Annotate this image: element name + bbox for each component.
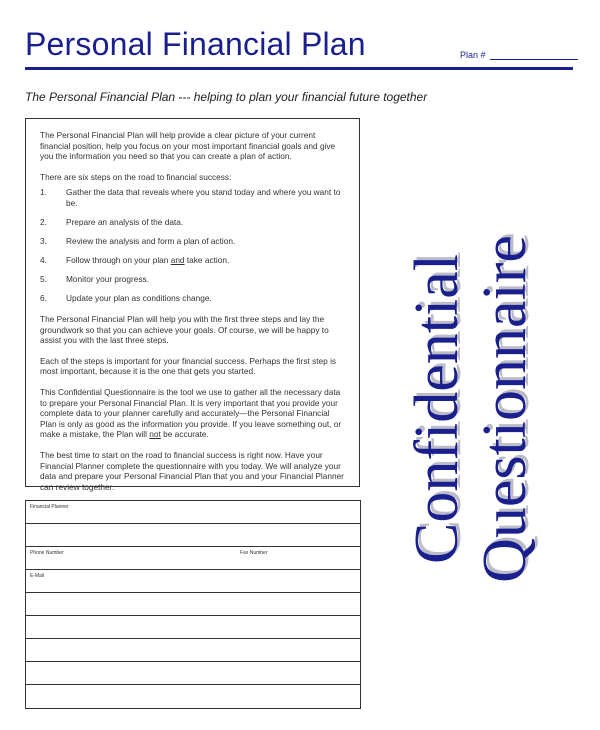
intro-paragraph-2: The Personal Financial Plan will help you with the first three steps and lay the groundwork so that you can achieve your goals. Of course, we will be happy to assist you with the last three steps. — [40, 314, 329, 346]
intro-paragraph-4: This Confidential Questionnaire is the tool we use to gather all the necessary data to prepare your Personal Financial Plan. It is very important that you provide your complete data to your planner carefully and accurately—the Personal Financial Plan is only as good as the information you provide. If you leave something out, or make a mistake, the Plan will not be accurate. — [40, 387, 342, 440]
intro-paragraph-3: Each of the steps is important for your financial success. Perhaps the first step is most important, because it is the one that gets you started. — [40, 355, 337, 377]
questionnaire-heading: Questionnaire — [471, 235, 539, 583]
plan-number-field[interactable] — [460, 50, 578, 60]
email-label: E-Mail — [30, 573, 45, 579]
list-item: 5. Monitor your progress. — [40, 274, 150, 285]
header-rule — [25, 67, 573, 70]
blank-row[interactable] — [26, 593, 360, 616]
list-item: 1. Gather the data that reveals where you stand today and where you want to be. — [40, 187, 341, 208]
confidential-heading: Confidential — [403, 254, 471, 564]
list-item: 2. Prepare an analysis of the data. — [40, 217, 184, 228]
plan-number-line — [490, 59, 578, 60]
blank-row[interactable] — [26, 662, 360, 685]
plan-number-label: Plan # — [460, 50, 486, 60]
intro-box — [25, 118, 360, 492]
intro-paragraph-5: The best time to start on the road to financial success is right now. Have your Financial Planner complete the questionnaire with you today. We will analyze your data and prepare your Personal Financial Plan that you and your Financial Planner can review together. — [40, 449, 344, 492]
blank-row[interactable] — [26, 616, 360, 639]
subtitle: The Personal Financial Plan --- helping to plan your financial future together — [25, 90, 428, 104]
blank-row[interactable] — [26, 639, 360, 662]
intro-paragraph-1: The Personal Financial Plan will help provide a clear picture of your current financial position, help you focus on your most important financial goals and give you the information you need so that you can create a plan of action. — [40, 130, 336, 162]
phone-number-label: Phone Number — [30, 550, 64, 556]
blank-row[interactable] — [26, 524, 360, 547]
list-item: 6. Update your plan as conditions change. — [40, 293, 212, 304]
phone-fax-row[interactable] — [26, 547, 360, 570]
financial-planner-label: Financial Planner — [30, 504, 69, 510]
email-field[interactable] — [26, 570, 360, 593]
steps-list — [40, 187, 345, 304]
fax-number-label: Fax Number — [240, 550, 268, 556]
list-item: 3. Review the analysis and form a plan of action. — [40, 236, 236, 247]
contact-table — [25, 500, 361, 709]
steps-intro: There are six steps on the road to financial success: — [40, 171, 232, 182]
page-title: Personal Financial Plan — [25, 26, 366, 62]
blank-row[interactable] — [26, 685, 360, 708]
list-item: 4. Follow through on your plan and take action. — [40, 255, 230, 266]
financial-planner-field[interactable] — [26, 501, 360, 524]
